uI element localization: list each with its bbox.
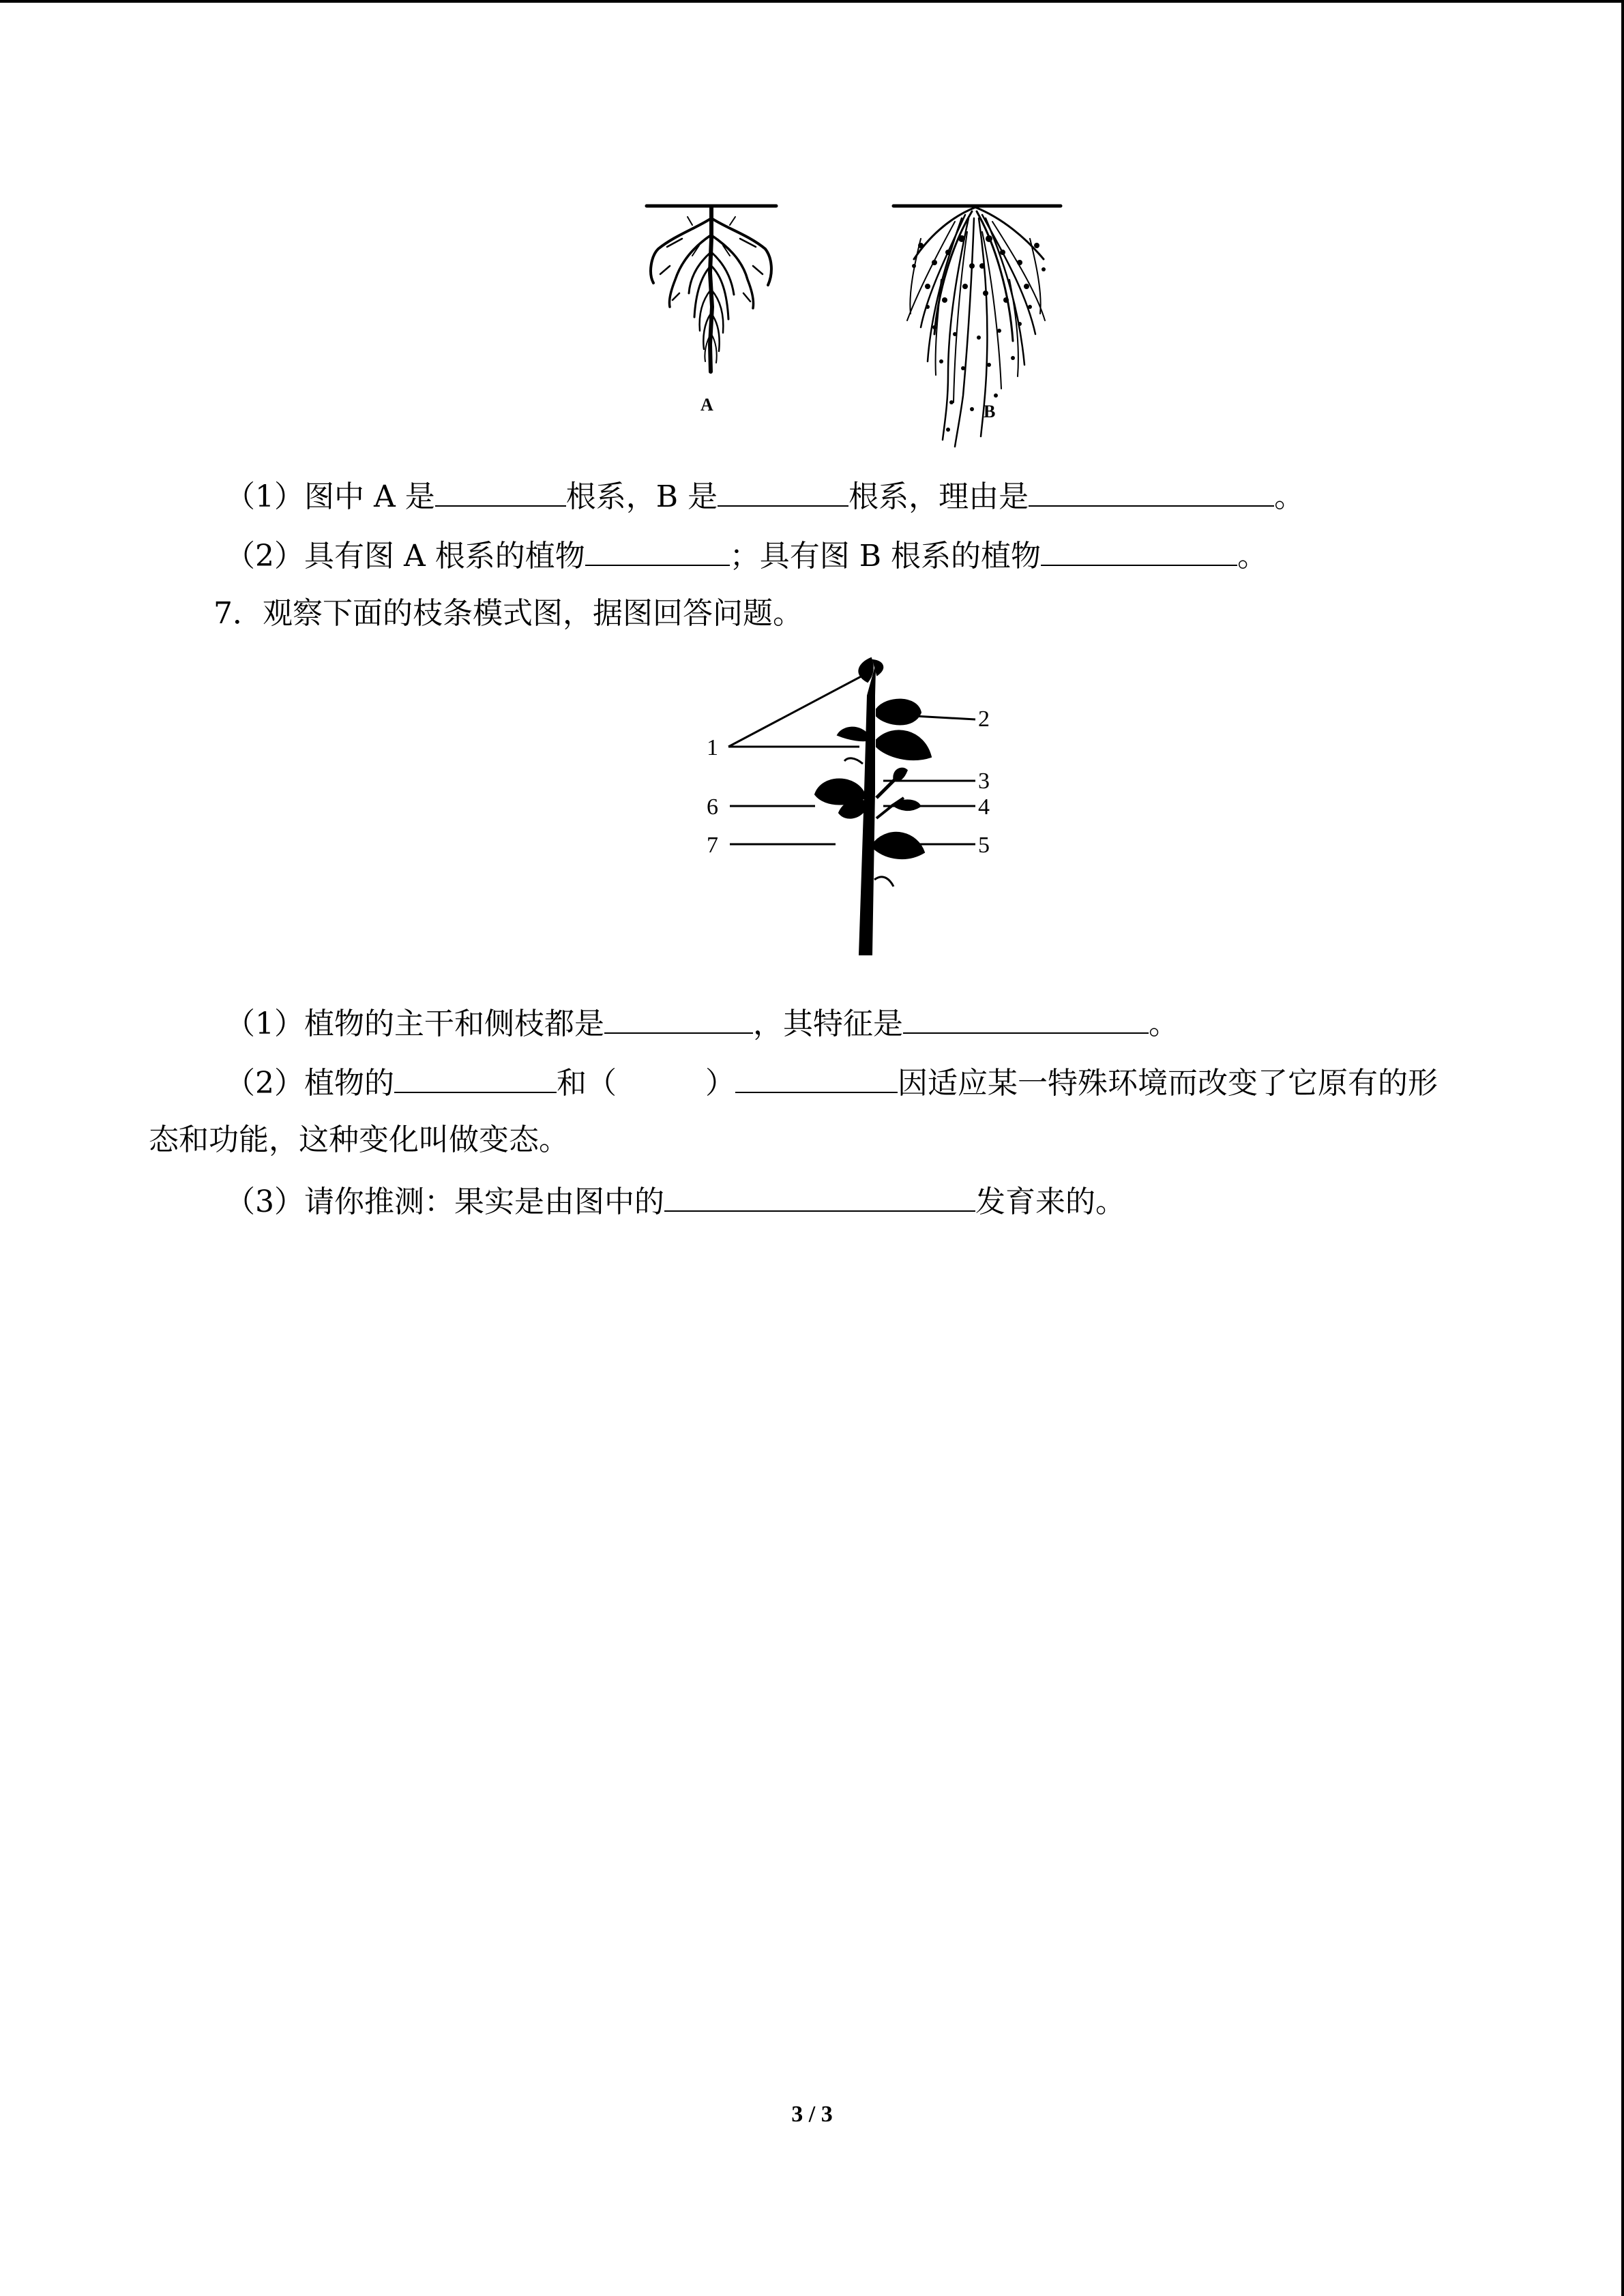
q7-p2-text-b: 和（ [557, 1066, 617, 1101]
taproot-system-a [647, 206, 776, 372]
q6-p2-text-a: （2）具有图 A 根系的植物 [225, 539, 585, 573]
q6-p1-text-b: 根系，B 是 [565, 479, 718, 514]
root-label-a: A [700, 395, 713, 415]
root-label-b: B [984, 402, 996, 421]
page-number: 3 / 3 [791, 2102, 833, 2127]
q6-p1-text-c: 根系，理由是 [848, 479, 1029, 514]
q6-answer-a-type[interactable] [435, 475, 566, 507]
q7-answer-trunk[interactable] [604, 1002, 753, 1034]
q7-p1-text-b: ，其特征是 [753, 1007, 903, 1041]
q6-answer-b-plant[interactable] [1041, 535, 1237, 566]
q7-p2-text-d: 因适应某一特殊环境而改变了它原有的形 [898, 1066, 1438, 1101]
q7-answer-fruit-origin[interactable] [664, 1180, 975, 1212]
q7-title: 7．观察下面的枝条模式图，据图回答问题。 [213, 596, 803, 631]
q7-answer-organ-a[interactable] [394, 1062, 557, 1093]
branch-model-figure [689, 655, 1003, 968]
q7-p3-end: 发育来的。 [975, 1184, 1125, 1219]
q7-part2 [225, 1062, 1438, 1103]
q7-part3 [225, 1180, 1125, 1222]
branch-label-1: 1 [707, 735, 718, 760]
branch-label-2: 2 [978, 706, 990, 732]
q7-p3-text-a: （3）请你推测：果实是由图中的 [225, 1184, 664, 1219]
fibrous-root-system-b [894, 206, 1061, 447]
branch-label-4: 4 [978, 794, 990, 820]
q7-p1-text-a: （1）植物的主干和侧枝都是 [225, 1007, 604, 1041]
page-right-border [1621, 0, 1624, 2296]
q7-answer-feature[interactable] [903, 1002, 1149, 1034]
q6-p1-text-a: （1）图中 A 是 [225, 479, 435, 514]
q7-p2-text-a: （2）植物的 [225, 1066, 394, 1101]
q7-answer-organ-b[interactable] [735, 1062, 898, 1093]
q7-p2-text-c: ） [705, 1066, 735, 1101]
branch-label-3: 3 [978, 769, 990, 794]
q7-p1-end: 。 [1149, 1007, 1179, 1041]
page-top-border [0, 0, 1624, 3]
branch-label-6: 6 [707, 794, 718, 820]
q7-part1 [225, 1002, 1179, 1044]
q6-part1 [225, 475, 1304, 517]
q6-answer-reason[interactable] [1029, 475, 1274, 507]
q6-answer-a-plant[interactable] [585, 535, 730, 566]
q6-answer-b-type[interactable] [718, 475, 848, 507]
root-systems-figure [628, 198, 1071, 457]
branch-label-5: 5 [978, 833, 990, 858]
q6-part2 [225, 535, 1267, 576]
q6-p2-text-b: ；具有图 B 根系的植物 [729, 539, 1042, 573]
q7-part2-continued: 态和功能，这种变化叫做变态。 [149, 1122, 569, 1157]
q6-p1-end: 。 [1274, 479, 1305, 514]
branch-label-7: 7 [707, 833, 718, 858]
q6-p2-end: 。 [1237, 539, 1268, 573]
